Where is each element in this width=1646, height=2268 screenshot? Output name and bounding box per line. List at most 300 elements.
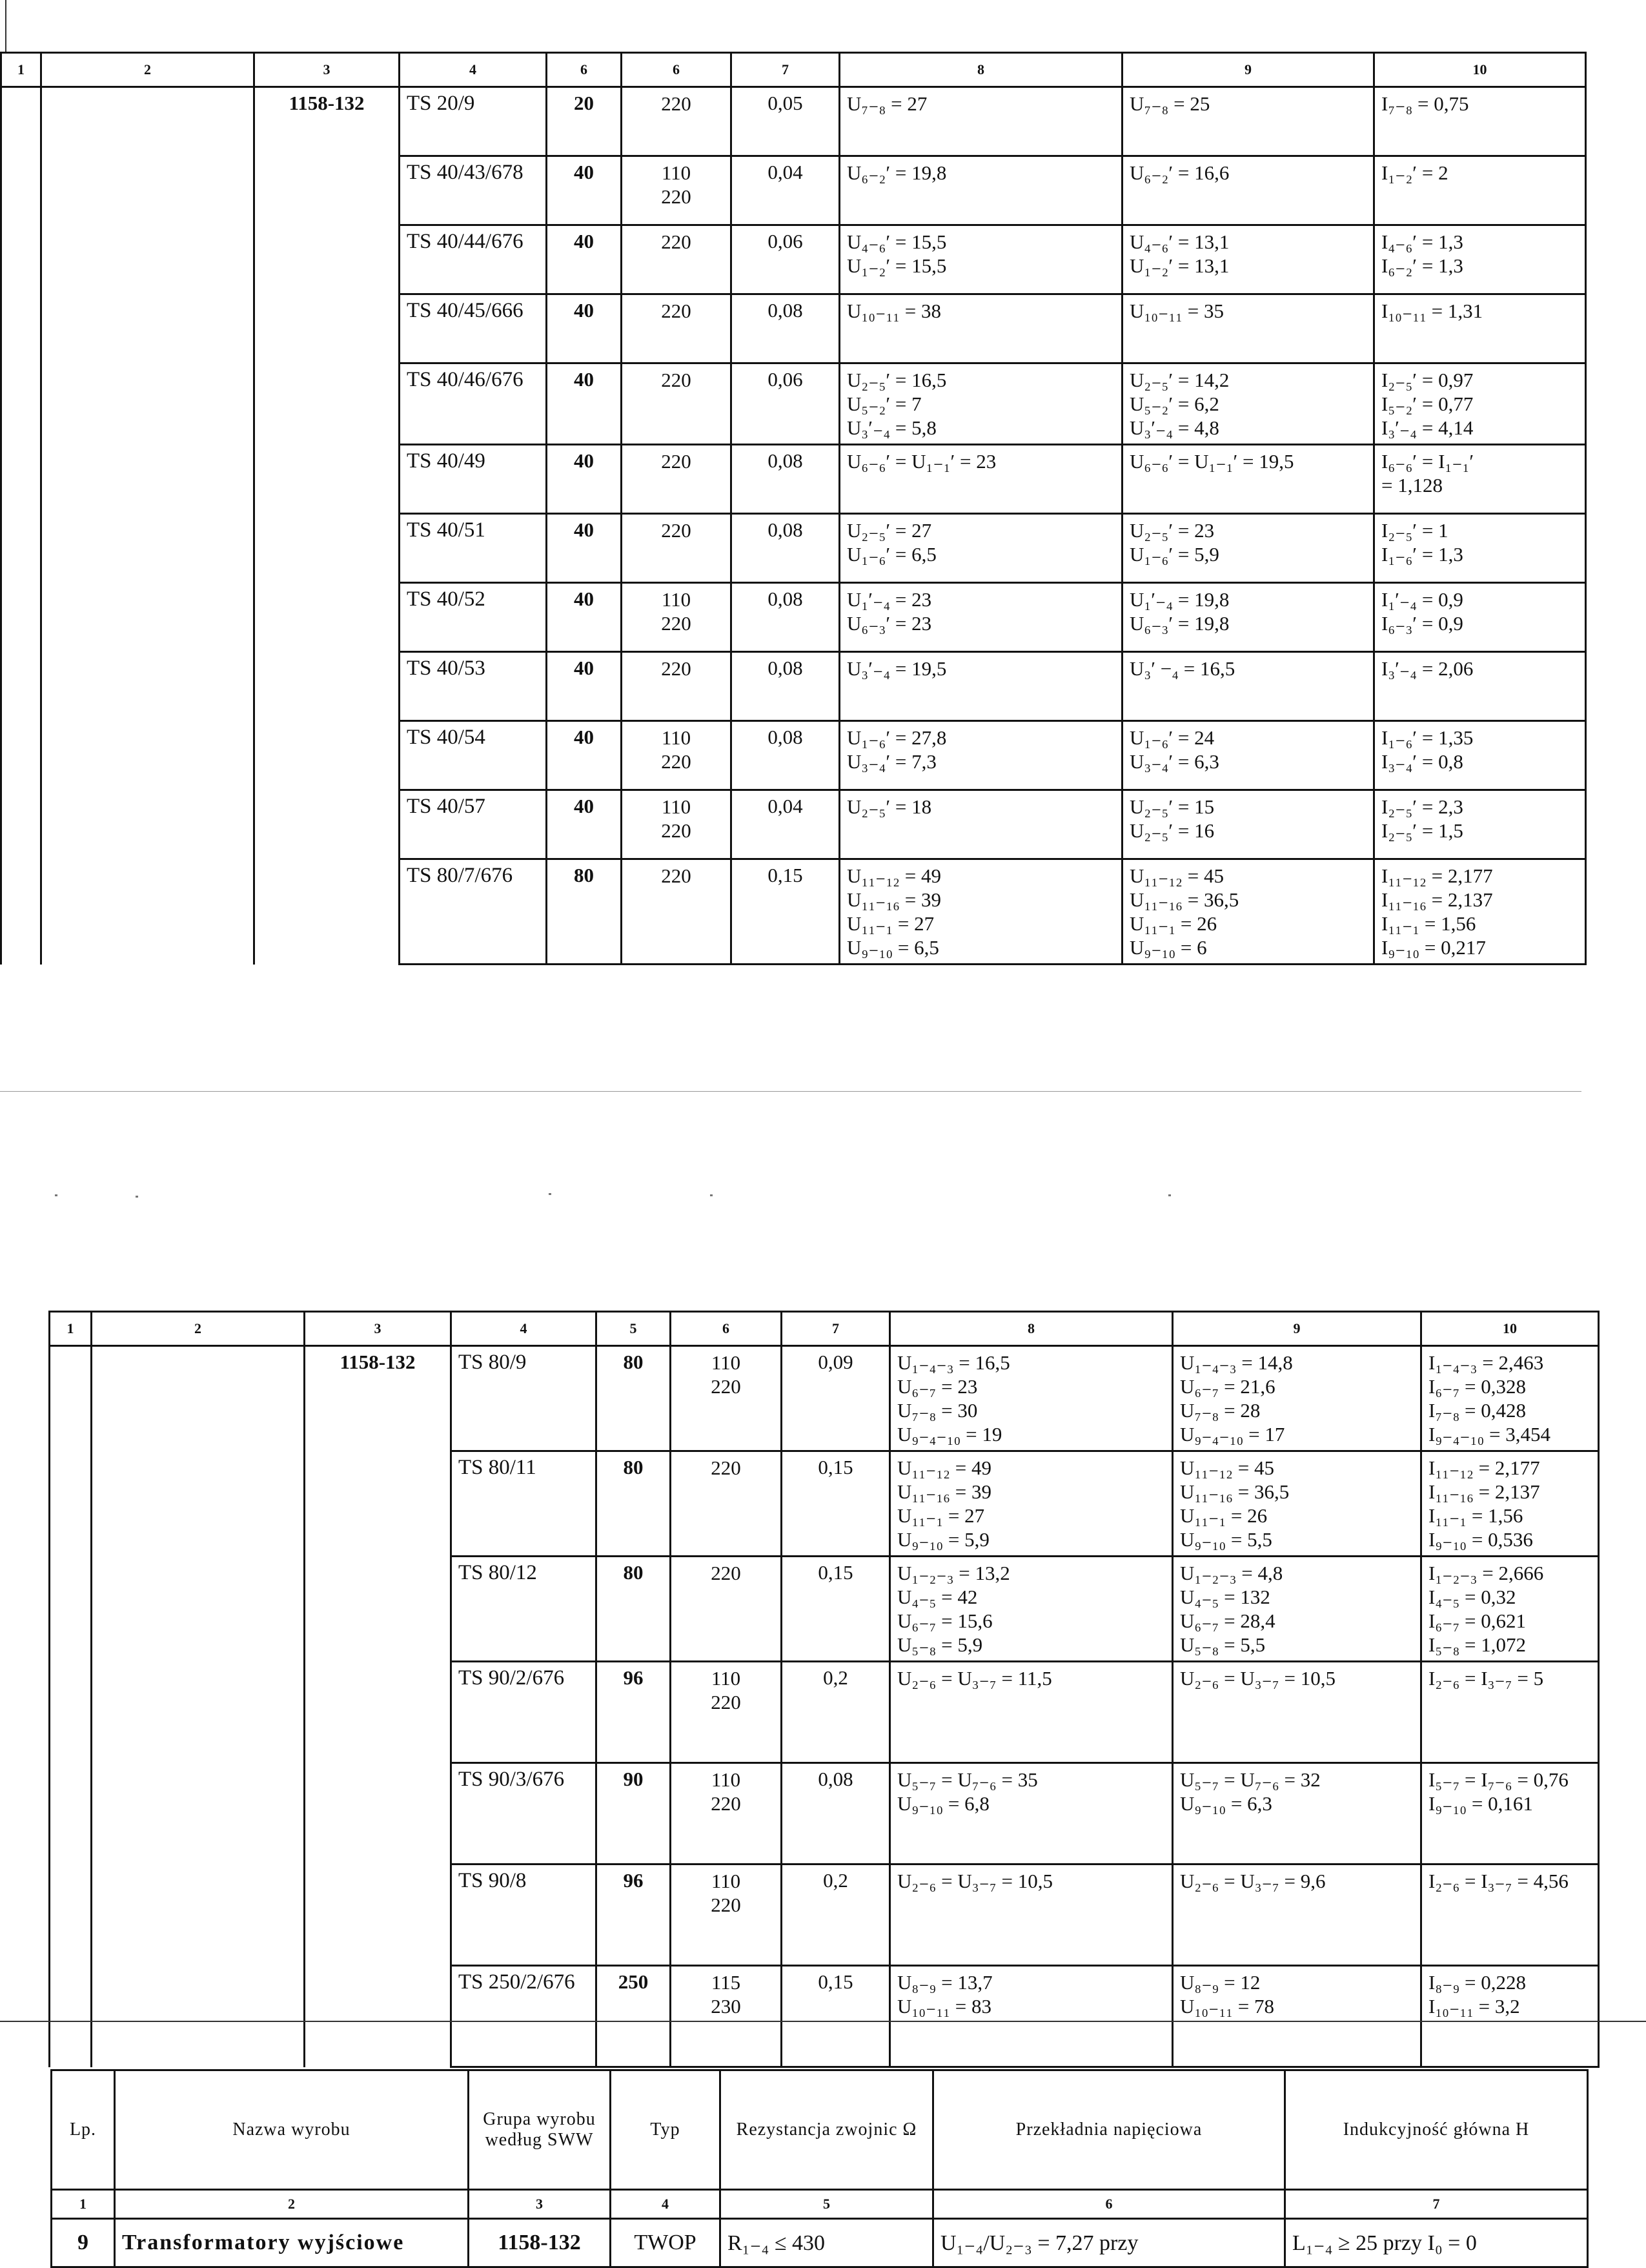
type-cell: TS 90/2/676 xyxy=(451,1662,596,1763)
col10-cell-line: I₂₋₅′ = 2,3 xyxy=(1381,795,1463,818)
col9-cell xyxy=(1123,583,1374,652)
row-coil-resistance: R₁₋₄ ≤ 430 xyxy=(720,2219,933,2267)
scan-edge-line xyxy=(5,0,6,52)
col9-cell-line: U₉₋₁₀ = 5,5 xyxy=(1180,1528,1272,1551)
col9-cell-line: U₅₋₈ = 5,5 xyxy=(1180,1633,1266,1656)
col10-cell-line: I₁₋₆′ = 1,35 xyxy=(1381,726,1474,749)
col8-cell-line: U₈₋₉ = 13,7 xyxy=(897,1971,993,1994)
column-number: 8 xyxy=(890,1312,1173,1346)
col9-cell-line: U₉₋₁₀ = 6 xyxy=(1130,936,1207,959)
voltage-cell-line: 220 xyxy=(661,185,691,208)
voltage-cell xyxy=(622,859,731,965)
col8-cell-line: U₆₋₃′ = 23 xyxy=(847,612,932,635)
col-number: 4 xyxy=(611,2190,720,2219)
col9-cell xyxy=(1173,1662,1421,1763)
col9-cell-line: U₁₋₄₋₃ = 14,8 xyxy=(1180,1351,1293,1374)
col9-cell xyxy=(1173,1864,1421,1966)
power-cell: 250 xyxy=(596,1966,671,2067)
col10-cell xyxy=(1374,225,1586,294)
col-number: 3 xyxy=(469,2190,611,2219)
col9-cell-line: U₄₋₅ = 132 xyxy=(1180,1586,1270,1608)
col9-cell-line: U₁₋₆′ = 5,9 xyxy=(1130,543,1219,566)
type-cell: TS 80/9 xyxy=(451,1346,596,1451)
power-cell: 40 xyxy=(547,445,622,514)
resistance-cell: 0,08 xyxy=(731,445,840,514)
col8-cell xyxy=(840,721,1123,790)
column-number: 10 xyxy=(1421,1312,1599,1346)
type-cell: TS 40/57 xyxy=(400,790,547,859)
type-cell: TS 40/45/666 xyxy=(400,294,547,363)
voltage-cell-line: 220 xyxy=(661,750,691,773)
col9-cell-line: U₁₀₋₁₁ = 35 xyxy=(1130,300,1224,322)
resistance-cell: 0,15 xyxy=(782,1966,890,2067)
col8-cell-line: U₁₀₋₁₁ = 83 xyxy=(897,1995,991,2018)
col8-cell-line: U₆₋₇ = 15,6 xyxy=(897,1609,993,1632)
col9-cell-line: U₁₁₋₁₆ = 36,5 xyxy=(1180,1480,1290,1503)
type-cell: TS 80/7/676 xyxy=(400,859,547,965)
type-cell: TS 40/44/676 xyxy=(400,225,547,294)
col8-cell-line: U₁₀₋₁₁ = 38 xyxy=(847,300,941,322)
col8-cell-line: U₁₋₂₋₃ = 13,2 xyxy=(897,1562,1010,1584)
column-number: 7 xyxy=(782,1312,890,1346)
column-number: 6 xyxy=(547,53,622,87)
col10-cell-line: I₁₀₋₁₁ = 3,2 xyxy=(1428,1995,1520,2018)
col10-cell xyxy=(1421,1346,1599,1451)
voltage-cell-line: 220 xyxy=(661,369,691,391)
type-cell: TS 40/53 xyxy=(400,652,547,721)
power-cell: 40 xyxy=(547,721,622,790)
scan-divider-line xyxy=(0,2021,1646,2022)
col10-cell xyxy=(1374,652,1586,721)
col10-cell-line: I₁₁₋₁₂ = 2,177 xyxy=(1381,864,1493,887)
col10-cell-line: I₉₋₁₀ = 0,536 xyxy=(1428,1528,1533,1551)
lp-cell xyxy=(1,87,41,965)
col9-cell-line: U₆₋₇ = 28,4 xyxy=(1180,1609,1275,1632)
col8-cell-line: U₁₋₄₋₃ = 16,5 xyxy=(897,1351,1010,1374)
col9-cell xyxy=(1123,652,1374,721)
col10-cell-line: I₆₋₃′ = 0,9 xyxy=(1381,612,1463,635)
row-voltage-ratio: U₁₋₄/U₂₋₃ = 7,27 przy xyxy=(933,2219,1285,2267)
col8-cell-line: U₇₋₈ = 27 xyxy=(847,92,928,115)
voltage-cell xyxy=(671,1346,782,1451)
resistance-cell: 0,08 xyxy=(782,1763,890,1864)
voltage-cell-line: 220 xyxy=(661,450,691,473)
lower-table xyxy=(50,2069,1589,2268)
resistance-cell: 0,15 xyxy=(782,1451,890,1557)
type-cell: TS 40/46/676 xyxy=(400,363,547,445)
voltage-cell xyxy=(671,1557,782,1662)
col9-cell xyxy=(1123,363,1374,445)
voltage-cell xyxy=(671,1451,782,1557)
col-number: 1 xyxy=(52,2190,115,2219)
voltage-cell-line: 220 xyxy=(661,92,691,115)
col10-cell-line: I₉₋₄₋₁₀ = 3,454 xyxy=(1428,1423,1551,1446)
column-number: 7 xyxy=(731,53,840,87)
col8-cell-line: U₉₋₁₀ = 6,5 xyxy=(847,936,939,959)
col10-cell-line: I₇₋₈ = 0,428 xyxy=(1428,1399,1527,1422)
col10-cell-line: I₆₋₇ = 0,621 xyxy=(1428,1609,1527,1632)
col9-cell-line: U₆₋₆′ = U₁₋₁′ = 19,5 xyxy=(1130,450,1294,473)
col10-cell xyxy=(1421,1966,1599,2067)
col10-cell-line: I₂₋₅′ = 1,5 xyxy=(1381,819,1463,842)
column-number: 3 xyxy=(305,1312,451,1346)
power-cell: 80 xyxy=(596,1346,671,1451)
voltage-cell-line: 220 xyxy=(661,612,691,635)
voltage-cell xyxy=(671,1864,782,1966)
col9-cell-line: U₇₋₈ = 28 xyxy=(1180,1399,1261,1422)
col9-cell-line: U₆₋₇ = 21,6 xyxy=(1180,1375,1275,1398)
col8-cell-line: U₄₋₆′ = 15,5 xyxy=(847,230,947,253)
col9-cell xyxy=(1123,790,1374,859)
voltage-cell xyxy=(622,225,731,294)
column-number: 9 xyxy=(1123,53,1374,87)
resistance-cell: 0,2 xyxy=(782,1662,890,1763)
row-product-group: 1158-132 xyxy=(469,2219,611,2267)
col9-cell-line: U₂₋₆ = U₃₋₇ = 10,5 xyxy=(1180,1667,1336,1690)
col10-cell-line: I₆₋₇ = 0,328 xyxy=(1428,1375,1527,1398)
col10-cell-line: I₅₋₇ = I₇₋₆ = 0,76 xyxy=(1428,1768,1569,1791)
col8-cell-line: U₃′₋₄ = 19,5 xyxy=(847,657,947,680)
col10-cell-line: I₆₋₂′ = 1,3 xyxy=(1381,254,1463,277)
col8-cell xyxy=(840,859,1123,965)
col9-cell xyxy=(1173,1966,1421,2067)
col9-cell-line: U₁₋₆′ = 24 xyxy=(1130,726,1215,749)
voltage-cell-line: 115 xyxy=(711,1971,741,1994)
col8-cell xyxy=(890,1864,1173,1966)
resistance-cell: 0,06 xyxy=(731,225,840,294)
col10-cell xyxy=(1374,721,1586,790)
table-row xyxy=(1,87,1586,156)
col8-cell xyxy=(890,1763,1173,1864)
middle-table xyxy=(48,1311,1600,2068)
header-product-group: Grupa wyrobu według SWW xyxy=(469,2070,611,2190)
voltage-cell xyxy=(622,583,731,652)
type-cell: TS 80/11 xyxy=(451,1451,596,1557)
group-code-cell: 1158-132 xyxy=(254,87,400,965)
resistance-cell: 0,05 xyxy=(731,87,840,156)
col8-cell-line: U₁₋₂′ = 15,5 xyxy=(847,254,947,277)
col8-cell-line: U₄₋₅ = 42 xyxy=(897,1586,978,1608)
power-cell: 40 xyxy=(547,156,622,225)
resistance-cell: 0,08 xyxy=(731,514,840,583)
col9-cell-line: U₂₋₅′ = 16 xyxy=(1130,819,1215,842)
col9-cell-line: U₈₋₉ = 12 xyxy=(1180,1971,1261,1994)
voltage-cell-line: 220 xyxy=(661,819,691,842)
col8-cell-line: U₅₋₈ = 5,9 xyxy=(897,1633,983,1656)
col9-cell-line: U₃′₋₄ = 4,8 xyxy=(1130,416,1219,439)
col10-cell-line: I₃′₋₄ = 2,06 xyxy=(1381,657,1474,680)
resistance-cell: 0,08 xyxy=(731,583,840,652)
col8-cell-line: U₃₋₄′ = 7,3 xyxy=(847,750,937,773)
resistance-cell: 0,04 xyxy=(731,156,840,225)
voltage-cell-line: 230 xyxy=(711,1995,741,2018)
col8-cell-line: U₁₁₋₁₆ = 39 xyxy=(897,1480,991,1503)
col8-cell-line: U₁₁₋₁₂ = 49 xyxy=(847,864,941,887)
col10-cell-line: I₁₋₂₋₃ = 2,666 xyxy=(1428,1562,1544,1584)
col-number: 2 xyxy=(115,2190,469,2219)
col9-cell xyxy=(1123,721,1374,790)
voltage-cell-line: 110 xyxy=(661,795,691,818)
row-lp: 9 xyxy=(52,2219,115,2267)
header-product-name: Nazwa wyrobu xyxy=(115,2070,469,2190)
row-main-inductance: L₁₋₄ ≥ 25 przy I₀ = 0 xyxy=(1285,2219,1588,2267)
product-name-cell xyxy=(92,1346,305,2067)
col10-cell xyxy=(1374,790,1586,859)
col10-cell xyxy=(1374,363,1586,445)
col8-cell-line: U₁₁₋₁ = 27 xyxy=(847,912,935,935)
col9-cell-line: U₉₋₁₀ = 6,3 xyxy=(1180,1792,1272,1815)
col10-cell-line: I₉₋₁₀ = 0,161 xyxy=(1428,1792,1533,1815)
resistance-cell: 0,08 xyxy=(731,721,840,790)
scan-speck xyxy=(1168,1194,1171,1196)
col9-cell-line: U₂₋₆ = U₃₋₇ = 9,6 xyxy=(1180,1870,1326,1892)
col9-cell xyxy=(1123,514,1374,583)
col8-cell-line: U₁′₋₄ = 23 xyxy=(847,588,932,611)
type-cell: TS 20/9 xyxy=(400,87,547,156)
col10-cell-line: I₁′₋₄ = 0,9 xyxy=(1381,588,1463,611)
voltage-cell xyxy=(671,1662,782,1763)
col10-cell xyxy=(1421,1763,1599,1864)
col9-cell-line: U₃₋₄′ = 6,3 xyxy=(1130,750,1219,773)
col9-cell-line: U₁₁₋₁ = 26 xyxy=(1180,1504,1268,1527)
power-cell: 40 xyxy=(547,225,622,294)
col10-cell-line: I₁₋₆′ = 1,3 xyxy=(1381,543,1463,566)
col10-cell-line: I₂₋₅′ = 0,97 xyxy=(1381,369,1474,391)
column-number: 10 xyxy=(1374,53,1586,87)
voltage-cell-line: 110 xyxy=(711,1870,741,1892)
col10-cell-line: I₁₁₋₁ = 1,56 xyxy=(1381,912,1476,935)
type-cell: TS 40/43/678 xyxy=(400,156,547,225)
col10-cell xyxy=(1374,445,1586,514)
col10-cell-line: I₂₋₅′ = 1 xyxy=(1381,519,1448,542)
type-cell: TS 40/49 xyxy=(400,445,547,514)
header-coil-resistance: Rezystancja zwojnic Ω xyxy=(720,2070,933,2190)
voltage-cell xyxy=(622,445,731,514)
col10-cell xyxy=(1421,1557,1599,1662)
col8-cell xyxy=(890,1557,1173,1662)
column-number: 8 xyxy=(840,53,1123,87)
col9-cell-line: U₁′₋₄ = 19,8 xyxy=(1130,588,1230,611)
column-number: 5 xyxy=(596,1312,671,1346)
power-cell: 80 xyxy=(547,859,622,965)
column-number: 1 xyxy=(1,53,41,87)
col10-cell xyxy=(1374,156,1586,225)
col10-cell-line: I₁₋₄₋₃ = 2,463 xyxy=(1428,1351,1544,1374)
scan-divider-line xyxy=(0,1091,1581,1092)
scan-speck xyxy=(549,1193,551,1195)
type-cell: TS 40/51 xyxy=(400,514,547,583)
col8-cell xyxy=(840,363,1123,445)
col9-cell-line: U₃′ −₄ = 16,5 xyxy=(1130,657,1235,680)
resistance-cell: 0,15 xyxy=(782,1557,890,1662)
resistance-cell: 0,15 xyxy=(731,859,840,965)
col8-cell-line: U₇₋₈ = 30 xyxy=(897,1399,978,1422)
col9-cell xyxy=(1123,445,1374,514)
voltage-cell xyxy=(622,652,731,721)
col8-cell-line: U₂₋₆ = U₃₋₇ = 11,5 xyxy=(897,1667,1052,1690)
col9-cell-line: U₁₋₂′ = 13,1 xyxy=(1130,254,1230,277)
voltage-cell xyxy=(622,87,731,156)
col10-cell-line: I₄₋₆′ = 1,3 xyxy=(1381,230,1463,253)
type-cell: TS 90/8 xyxy=(451,1864,596,1966)
col8-cell-line: U₆₋₇ = 23 xyxy=(897,1375,978,1398)
col10-cell xyxy=(1374,514,1586,583)
col9-cell-line: U₇₋₈ = 25 xyxy=(1130,92,1210,115)
col10-cell xyxy=(1421,1662,1599,1763)
col8-cell xyxy=(840,156,1123,225)
col8-cell-line: U₉₋₄₋₁₀ = 19 xyxy=(897,1423,1002,1446)
col10-cell-line: I₄₋₅ = 0,32 xyxy=(1428,1586,1516,1608)
col10-cell xyxy=(1374,859,1586,965)
col10-cell-line: I₁₀₋₁₁ = 1,31 xyxy=(1381,300,1483,322)
col9-cell xyxy=(1123,225,1374,294)
col10-cell-line: I₈₋₉ = 0,228 xyxy=(1428,1971,1527,1994)
col10-cell-line: I₁₁₋₁ = 1,56 xyxy=(1428,1504,1523,1527)
col10-cell xyxy=(1421,1451,1599,1557)
voltage-cell-line: 220 xyxy=(661,519,691,542)
col8-cell xyxy=(890,1451,1173,1557)
voltage-cell-line: 220 xyxy=(711,1792,741,1815)
resistance-cell: 0,04 xyxy=(731,790,840,859)
col8-cell-line: U₆₋₂′ = 19,8 xyxy=(847,161,947,184)
col8-cell xyxy=(840,445,1123,514)
column-number: 6 xyxy=(671,1312,782,1346)
voltage-cell-line: 110 xyxy=(711,1667,741,1690)
col-number: 6 xyxy=(933,2190,1285,2219)
voltage-cell-line: 110 xyxy=(711,1351,741,1374)
power-cell: 96 xyxy=(596,1662,671,1763)
col8-cell xyxy=(840,225,1123,294)
resistance-cell: 0,08 xyxy=(731,294,840,363)
col10-cell-line: I₅₋₈ = 1,072 xyxy=(1428,1633,1527,1656)
col10-cell-line: I₃′₋₄ = 4,14 xyxy=(1381,416,1474,439)
power-cell: 80 xyxy=(596,1451,671,1557)
col8-cell xyxy=(840,583,1123,652)
voltage-cell-line: 220 xyxy=(711,1894,741,1916)
col9-cell xyxy=(1173,1763,1421,1864)
col9-cell xyxy=(1173,1557,1421,1662)
col8-cell-line: U₁₁₋₁₂ = 49 xyxy=(897,1456,991,1479)
col9-cell xyxy=(1123,294,1374,363)
col9-cell-line: U₂₋₅′ = 15 xyxy=(1130,795,1215,818)
col8-cell xyxy=(840,514,1123,583)
type-cell: TS 90/3/676 xyxy=(451,1763,596,1864)
col10-cell-line: I₂₋₆ = I₃₋₇ = 4,56 xyxy=(1428,1870,1569,1892)
voltage-cell-line: 110 xyxy=(711,1768,741,1791)
col9-cell-line: U₂₋₅′ = 14,2 xyxy=(1130,369,1230,391)
voltage-cell xyxy=(622,294,731,363)
power-cell: 80 xyxy=(596,1557,671,1662)
voltage-cell-line: 220 xyxy=(711,1375,741,1398)
col9-cell-line: U₆₋₂′ = 16,6 xyxy=(1130,161,1230,184)
voltage-cell xyxy=(622,156,731,225)
col8-cell-line: U₉₋₁₀ = 6,8 xyxy=(897,1792,990,1815)
voltage-cell-line: 220 xyxy=(711,1562,741,1584)
column-number: 4 xyxy=(451,1312,596,1346)
col10-cell-line: I₉₋₁₀ = 0,217 xyxy=(1381,936,1486,959)
col10-cell xyxy=(1374,294,1586,363)
voltage-cell-line: 220 xyxy=(661,230,691,253)
col8-cell xyxy=(840,652,1123,721)
scan-speck xyxy=(710,1194,713,1196)
col9-cell-line: U₉₋₄₋₁₀ = 17 xyxy=(1180,1423,1285,1446)
col8-cell-line: U₅₋₂′ = 7 xyxy=(847,393,922,415)
power-cell: 90 xyxy=(596,1763,671,1864)
col8-cell-line: U₆₋₆′ = U₁₋₁′ = 23 xyxy=(847,450,997,473)
column-number: 3 xyxy=(254,53,400,87)
col-number: 5 xyxy=(720,2190,933,2219)
col9-cell xyxy=(1123,156,1374,225)
header-main-inductance: Indukcyjność główna H xyxy=(1285,2070,1588,2190)
col9-cell-line: U₁₁₋₁ = 26 xyxy=(1130,912,1217,935)
col9-cell xyxy=(1173,1451,1421,1557)
col10-cell-line: I₁₁₋₁₆ = 2,137 xyxy=(1381,888,1493,911)
voltage-cell-line: 220 xyxy=(711,1456,741,1479)
voltage-cell xyxy=(671,1763,782,1864)
col10-cell xyxy=(1374,87,1586,156)
col9-cell-line: U₅₋₂′ = 6,2 xyxy=(1130,393,1219,415)
col8-cell xyxy=(890,1662,1173,1763)
product-name-cell xyxy=(41,87,254,965)
scan-speck xyxy=(136,1196,138,1198)
scan-speck xyxy=(55,1194,57,1196)
column-number: 2 xyxy=(92,1312,305,1346)
col9-cell-line: U₁₀₋₁₁ = 78 xyxy=(1180,1995,1274,2018)
col8-cell-line: U₁₋₆′ = 6,5 xyxy=(847,543,937,566)
col8-cell xyxy=(840,87,1123,156)
header-type: Typ xyxy=(611,2070,720,2190)
voltage-cell xyxy=(622,363,731,445)
voltage-cell xyxy=(671,1966,782,2067)
col9-cell-line: U₁₁₋₁₆ = 36,5 xyxy=(1130,888,1239,911)
voltage-cell-line: 220 xyxy=(661,864,691,887)
power-cell: 40 xyxy=(547,790,622,859)
col9-cell xyxy=(1123,859,1374,965)
col9-cell xyxy=(1123,87,1374,156)
col9-cell-line: U₁₁₋₁₂ = 45 xyxy=(1180,1456,1274,1479)
voltage-cell-line: 110 xyxy=(661,161,691,184)
col9-cell-line: U₄₋₆′ = 13,1 xyxy=(1130,230,1230,253)
col8-cell xyxy=(890,1346,1173,1451)
lp-cell xyxy=(50,1346,92,2067)
power-cell: 40 xyxy=(547,652,622,721)
row-type: TWOP xyxy=(611,2219,720,2267)
col9-cell-line: U₁₁₋₁₂ = 45 xyxy=(1130,864,1224,887)
col9-cell-line: U₁₋₂₋₃ = 4,8 xyxy=(1180,1562,1283,1584)
power-cell: 40 xyxy=(547,294,622,363)
col10-cell-line: I₆₋₆′ = I₁₋₁′ xyxy=(1381,450,1474,473)
voltage-cell-line: 220 xyxy=(661,300,691,322)
type-cell: TS 250/2/676 xyxy=(451,1966,596,2067)
col8-cell xyxy=(840,790,1123,859)
column-number: 4 xyxy=(400,53,547,87)
voltage-cell-line: 220 xyxy=(661,657,691,680)
col8-cell xyxy=(840,294,1123,363)
power-cell: 20 xyxy=(547,87,622,156)
voltage-cell xyxy=(622,790,731,859)
col10-cell xyxy=(1421,1864,1599,1966)
power-cell: 40 xyxy=(547,363,622,445)
col10-cell-line: I₂₋₆ = I₃₋₇ = 5 xyxy=(1428,1667,1544,1690)
col10-cell-line: I₁₁₋₁₂ = 2,177 xyxy=(1428,1456,1540,1479)
col10-cell-line: I₅₋₂′ = 0,77 xyxy=(1381,393,1474,415)
resistance-cell: 0,2 xyxy=(782,1864,890,1966)
col8-cell-line: U₂₋₆ = U₃₋₇ = 10,5 xyxy=(897,1870,1053,1892)
col9-cell-line: U₆₋₃′ = 19,8 xyxy=(1130,612,1230,635)
col8-cell-line: U₂₋₅′ = 27 xyxy=(847,519,932,542)
col8-cell-line: U₃′₋₄ = 5,8 xyxy=(847,416,937,439)
row-product-name: Transformatory wyjściowe xyxy=(115,2219,469,2267)
